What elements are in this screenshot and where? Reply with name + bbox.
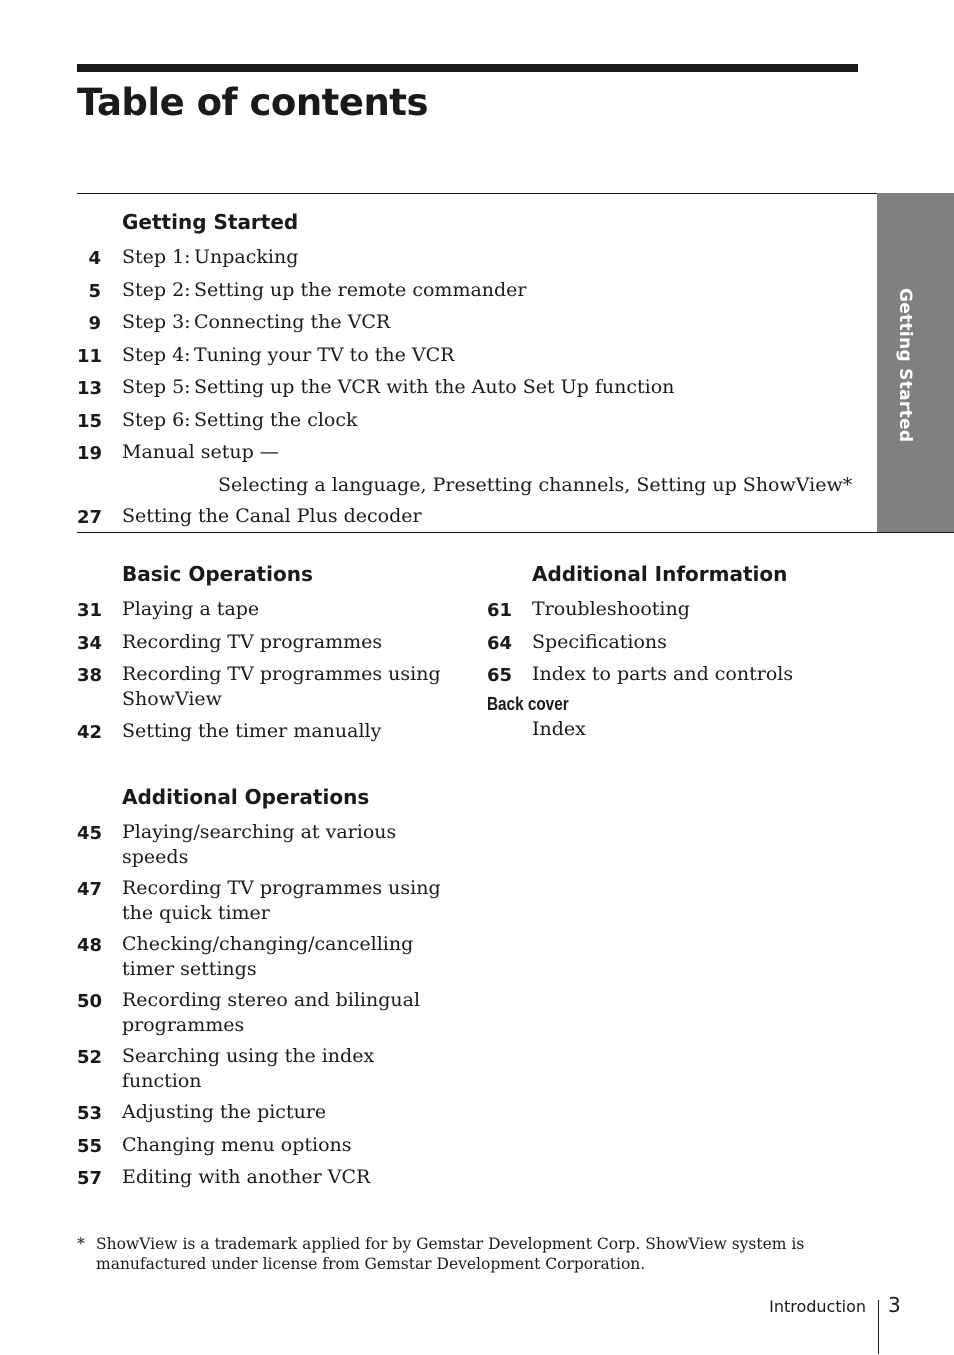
toc-page-number: 52 <box>77 1047 103 1068</box>
section-additional-operations <box>77 784 457 1191</box>
toc-entry-text: Setting up the VCR with the Auto Set Up function <box>194 376 675 398</box>
toc-entry-text: Editing with another VCR <box>122 1166 371 1188</box>
toc-entry-text: Recording TV programmes <box>122 630 383 653</box>
toc-entry-text: Troubleshooting <box>532 598 690 620</box>
section-heading: Getting Started <box>122 210 299 234</box>
toc-entry-text: Adjusting the picture <box>122 1101 327 1123</box>
toc-entry-text: Playing a tape <box>122 598 260 620</box>
footnote-text: ShowView is a trademark applied for by Gemstar Development Corp. ShowView system is manufactured under license from Gemstar Development Corporation. <box>96 1235 805 1273</box>
section-heading: Basic Operations <box>122 562 313 586</box>
toc-entry[interactable] <box>487 662 867 688</box>
toc-entry-text: Recording TV programmes using the quick timer <box>122 877 441 924</box>
back-cover-label: Back cover <box>487 694 569 714</box>
toc-entry[interactable] <box>77 245 857 271</box>
toc-entry-text: Changing menu options <box>122 1133 352 1156</box>
toc-entry[interactable] <box>77 630 457 656</box>
toc-page-number: 47 <box>77 879 103 900</box>
side-tab <box>877 193 954 532</box>
toc-page-number: 65 <box>487 665 513 686</box>
page-number: 3 <box>888 1293 901 1317</box>
toc-page-number: 13 <box>77 378 103 399</box>
toc-entry-text: Manual setup — <box>122 441 279 463</box>
toc-entry-text: Recording TV programmes using ShowView <box>122 663 441 710</box>
toc-entry-text: Setting the timer manually <box>122 719 382 742</box>
toc-page-number: 15 <box>77 410 103 432</box>
section-heading: Additional Information <box>532 562 788 586</box>
toc-page-number: 50 <box>77 991 103 1012</box>
toc-entry[interactable] <box>77 310 857 336</box>
toc-entry[interactable] <box>77 1133 457 1159</box>
toc-entry[interactable] <box>77 932 457 982</box>
toc-entry[interactable] <box>77 988 457 1038</box>
section-divider-bottom <box>77 532 954 533</box>
toc-page-number: 38 <box>77 665 103 686</box>
toc-page-number: 19 <box>77 443 103 464</box>
toc-page-number: 53 <box>77 1103 103 1124</box>
footnote <box>77 1234 837 1274</box>
page-title: Table of contents <box>77 81 429 124</box>
toc-step-label: Step 3: <box>122 311 191 333</box>
toc-step-label: Step 6: <box>122 408 191 431</box>
toc-entry[interactable] <box>77 440 857 466</box>
footer-section-label: Introduction <box>769 1297 866 1316</box>
toc-page-number: 11 <box>77 345 103 367</box>
section-basic-operations <box>77 561 457 745</box>
toc-entry-continuation[interactable] <box>77 473 857 498</box>
toc-page-number: 55 <box>77 1135 103 1157</box>
toc-entry-text: Setting up the remote commander <box>194 278 527 301</box>
toc-entry[interactable] <box>77 1165 457 1191</box>
toc-page-number: 64 <box>487 632 513 654</box>
footer-rule <box>878 1300 879 1354</box>
toc-step-label: Step 4: <box>122 343 191 366</box>
toc-entry-text: Setting the clock <box>194 408 358 431</box>
toc-step-label: Step 2: <box>122 278 191 301</box>
toc-entry-text: Connecting the VCR <box>194 311 391 333</box>
toc-entry[interactable] <box>77 820 457 870</box>
toc-page-number: 61 <box>487 600 513 621</box>
toc-entry-text: Checking/changing/cancelling timer settings <box>122 933 414 980</box>
toc-entry-text: Searching using the index function <box>122 1045 375 1092</box>
toc-step-label: Step 5: <box>122 376 191 398</box>
toc-page-number: 27 <box>77 507 103 528</box>
toc-entry-text: Playing/searching at various speeds <box>122 821 397 868</box>
toc-entry[interactable] <box>77 876 457 926</box>
toc-entry[interactable] <box>77 375 857 401</box>
section-heading: Additional Operations <box>122 785 370 809</box>
toc-entry[interactable] <box>77 597 457 623</box>
toc-page-number: 34 <box>77 632 103 654</box>
toc-entry[interactable] <box>77 278 857 304</box>
toc-entry[interactable] <box>77 343 857 369</box>
toc-entry[interactable] <box>77 408 857 434</box>
toc-entry[interactable] <box>77 662 457 712</box>
toc-entry-text: Selecting a language, Presetting channels, Setting up ShowView* <box>218 473 853 496</box>
toc-entry-text: Recording stereo and bilingual programmes <box>122 989 421 1036</box>
toc-entry[interactable] <box>487 597 867 623</box>
section-additional-information <box>487 561 867 742</box>
toc-entry[interactable] <box>77 719 457 745</box>
side-tab-label: Getting Started <box>895 288 915 443</box>
top-rule <box>77 64 858 72</box>
toc-step-label: Step 1: <box>122 246 191 268</box>
footnote-mark: * <box>77 1235 85 1253</box>
toc-entry-text: Unpacking <box>194 246 299 268</box>
toc-entry-text: Index to parts and controls <box>532 663 794 685</box>
toc-page-number: 5 <box>88 280 101 302</box>
toc-entry[interactable] <box>77 1100 457 1126</box>
back-cover-index-entry[interactable]: Index <box>532 718 586 740</box>
toc-entry-text: Setting the Canal Plus decoder <box>122 505 422 527</box>
toc-page-number: 45 <box>77 823 103 844</box>
toc-page-number: 48 <box>77 935 103 956</box>
toc-page-number: 31 <box>77 600 103 621</box>
toc-entry[interactable] <box>77 1044 457 1094</box>
toc-entry-text: Tuning your TV to the VCR <box>194 343 455 366</box>
section-getting-started <box>77 209 857 530</box>
toc-entry-text: Specifications <box>532 630 667 653</box>
toc-entry[interactable] <box>77 504 857 530</box>
toc-page-number: 42 <box>77 721 103 743</box>
section-divider-top <box>77 193 954 194</box>
toc-page-number: 4 <box>88 248 101 269</box>
toc-page-number: 57 <box>77 1168 103 1189</box>
toc-entry[interactable] <box>487 630 867 656</box>
toc-page-number: 9 <box>88 313 101 334</box>
